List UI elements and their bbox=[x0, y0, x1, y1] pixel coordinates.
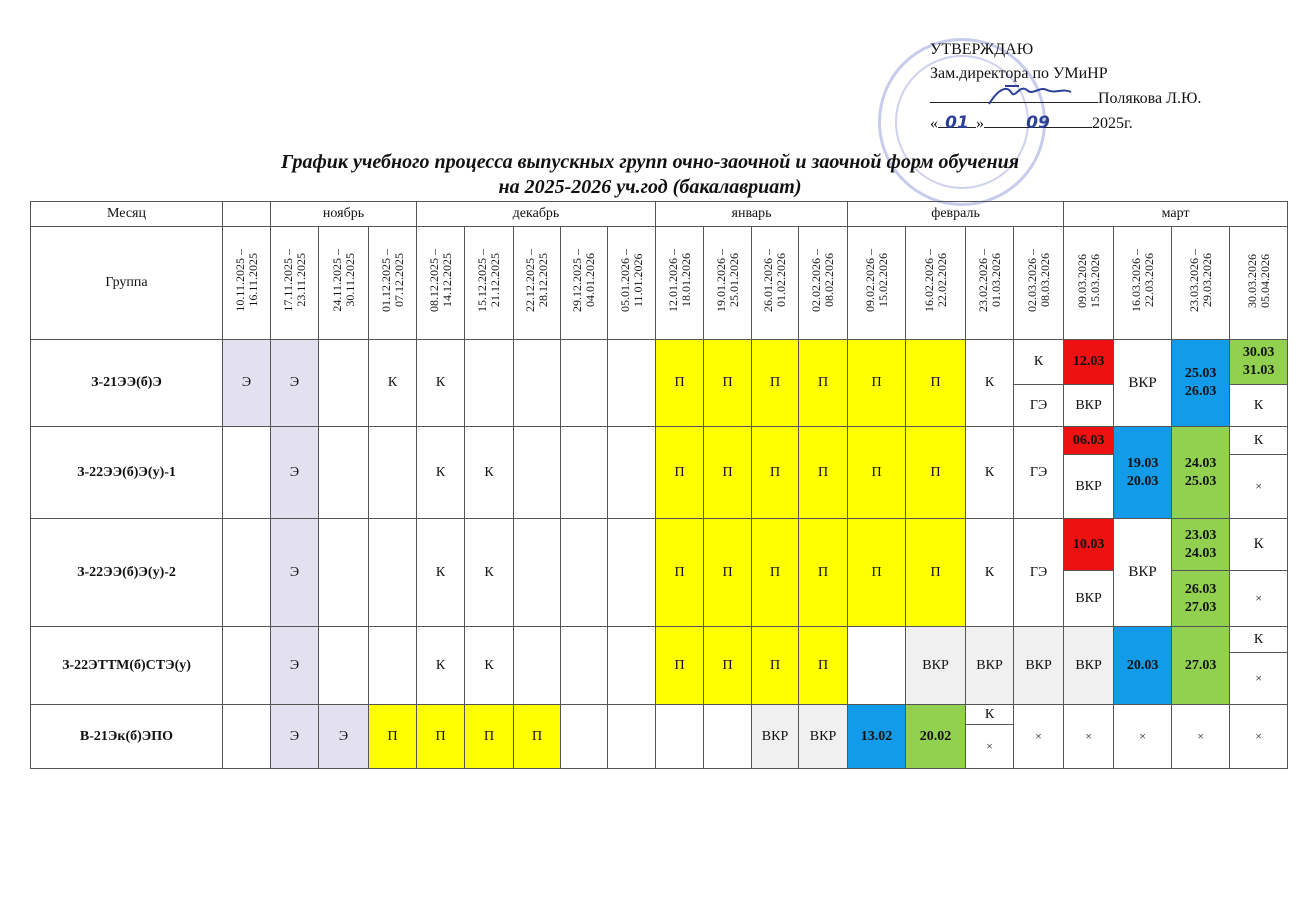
schedule-cell: П bbox=[848, 340, 906, 427]
month-row bbox=[31, 202, 1288, 227]
table-row bbox=[31, 627, 1288, 653]
week-label: 30.03.2026 05.04.2026 bbox=[1244, 253, 1272, 308]
week-label: 16.03.2026 – 22.03.2026 bbox=[1128, 249, 1156, 312]
schedule-cell: П bbox=[752, 627, 799, 705]
schedule-cell bbox=[319, 627, 369, 705]
schedule-cell bbox=[514, 519, 561, 627]
schedule-cell: 13.02 bbox=[848, 705, 906, 769]
schedule-cell: Э bbox=[271, 427, 319, 519]
schedule-cell: 20.02 bbox=[906, 705, 966, 769]
group-name: З-22ЭЭ(б)Э(у)-2 bbox=[31, 519, 223, 627]
schedule-cell: 24.03 25.03 bbox=[1172, 427, 1230, 519]
week-label: 29.12.2025 – 04.01.2026 bbox=[570, 249, 597, 312]
group-name: З-22ЭЭ(б)Э(у)-1 bbox=[31, 427, 223, 519]
month-cell-empty bbox=[223, 202, 271, 227]
schedule-cell: К bbox=[465, 627, 514, 705]
schedule-cell: П bbox=[799, 427, 848, 519]
schedule-cell bbox=[561, 627, 608, 705]
week-label: 02.03.2026 – 08.03.2026 bbox=[1024, 249, 1052, 312]
schedule-cell: П bbox=[656, 340, 704, 427]
schedule-cell: ВКР bbox=[752, 705, 799, 769]
approval-position: Зам.директора по УМиНР bbox=[930, 65, 1108, 82]
week-header bbox=[1230, 227, 1288, 340]
week-header bbox=[704, 227, 752, 340]
month-march: март bbox=[1064, 202, 1288, 227]
week-header bbox=[966, 227, 1014, 340]
schedule-cell: П bbox=[417, 705, 465, 769]
schedule-cell: ВКР bbox=[1114, 519, 1172, 627]
group-name: З-21ЭЭ(б)Э bbox=[31, 340, 223, 427]
schedule-cell: Э bbox=[319, 705, 369, 769]
schedule-cell: К bbox=[465, 519, 514, 627]
table-row bbox=[31, 340, 1288, 385]
week-label: 05.01.2026 – 11.01.2026 bbox=[617, 249, 645, 312]
schedule-cell: П bbox=[799, 340, 848, 427]
schedule-cell: К bbox=[1230, 519, 1288, 571]
schedule-cell: П bbox=[799, 627, 848, 705]
schedule-cell bbox=[369, 627, 417, 705]
week-header bbox=[1064, 227, 1114, 340]
schedule-cell: × bbox=[1172, 705, 1230, 769]
schedule-cell bbox=[223, 705, 271, 769]
schedule-cell: × bbox=[1230, 571, 1288, 627]
week-row bbox=[31, 227, 1288, 340]
schedule-cell: ВКР bbox=[1064, 385, 1114, 427]
schedule-cell: П bbox=[752, 427, 799, 519]
schedule-cell: Э bbox=[223, 340, 271, 427]
schedule-cell: П bbox=[848, 427, 906, 519]
week-label: 23.03.2026 – 29.03.2026 bbox=[1186, 249, 1214, 312]
schedule-cell: К bbox=[966, 340, 1014, 427]
schedule-cell bbox=[561, 340, 608, 427]
schedule-cell: П bbox=[704, 427, 752, 519]
schedule-cell: П bbox=[799, 519, 848, 627]
schedule-cell: П bbox=[465, 705, 514, 769]
week-header bbox=[906, 227, 966, 340]
month-label: Месяц bbox=[31, 202, 223, 227]
week-header bbox=[848, 227, 906, 340]
schedule-cell: К bbox=[465, 427, 514, 519]
schedule-cell bbox=[514, 340, 561, 427]
week-label: 23.02.2026 – 01.03.2026 bbox=[975, 249, 1003, 312]
week-label: 17.11.2025 – 23.11.2025 bbox=[280, 249, 308, 312]
schedule-cell: К bbox=[966, 705, 1014, 725]
schedule-cell: ВКР bbox=[1064, 571, 1114, 627]
schedule-cell: 26.03 27.03 bbox=[1172, 571, 1230, 627]
schedule-cell bbox=[465, 340, 514, 427]
schedule-cell: П bbox=[906, 519, 966, 627]
schedule-cell bbox=[608, 627, 656, 705]
schedule-cell: П bbox=[752, 519, 799, 627]
week-header bbox=[514, 227, 561, 340]
schedule-cell bbox=[319, 340, 369, 427]
schedule-cell: П bbox=[704, 519, 752, 627]
approval-signer: Полякова Л.Ю. bbox=[1098, 90, 1202, 107]
table-row bbox=[31, 427, 1288, 455]
schedule-cell: П bbox=[656, 627, 704, 705]
date-close-quote: » bbox=[976, 115, 984, 132]
week-header bbox=[561, 227, 608, 340]
signature-icon bbox=[985, 82, 1075, 112]
week-label: 09.02.2026 – 15.02.2026 bbox=[862, 249, 890, 312]
date-day: 01 bbox=[938, 111, 976, 128]
schedule-cell bbox=[561, 519, 608, 627]
schedule-cell: 27.03 bbox=[1172, 627, 1230, 705]
schedule-cell: × bbox=[1230, 705, 1288, 769]
schedule-cell: К bbox=[966, 427, 1014, 519]
schedule-table bbox=[30, 201, 1288, 769]
week-header bbox=[223, 227, 271, 340]
date-month: 09 bbox=[984, 111, 1092, 128]
week-label: 08.12.2025 – 14.12.2025 bbox=[426, 249, 454, 312]
week-header bbox=[465, 227, 514, 340]
schedule-cell: ВКР bbox=[1014, 627, 1064, 705]
schedule-cell: ВКР bbox=[1114, 340, 1172, 427]
schedule-cell: ВКР bbox=[799, 705, 848, 769]
schedule-cell bbox=[561, 427, 608, 519]
week-label: 10.11.2025 – 16.11.2025 bbox=[232, 249, 260, 312]
schedule-cell: × bbox=[1064, 705, 1114, 769]
schedule-cell: К bbox=[417, 627, 465, 705]
schedule-cell: П bbox=[656, 427, 704, 519]
schedule-cell bbox=[848, 627, 906, 705]
month-january: январь bbox=[656, 202, 848, 227]
schedule-cell: П bbox=[656, 519, 704, 627]
date-year: 2025г. bbox=[1092, 115, 1133, 132]
week-header bbox=[799, 227, 848, 340]
schedule-cell bbox=[223, 427, 271, 519]
week-header bbox=[271, 227, 319, 340]
month-december: декабрь bbox=[417, 202, 656, 227]
schedule-cell: 12.03 bbox=[1064, 340, 1114, 385]
month-november: ноябрь bbox=[271, 202, 417, 227]
schedule-cell bbox=[319, 519, 369, 627]
week-header bbox=[608, 227, 656, 340]
schedule-cell: К bbox=[1230, 385, 1288, 427]
schedule-cell: 23.03 24.03 bbox=[1172, 519, 1230, 571]
schedule-cell: 20.03 bbox=[1114, 627, 1172, 705]
schedule-cell: 19.03 20.03 bbox=[1114, 427, 1172, 519]
week-header bbox=[656, 227, 704, 340]
week-header bbox=[1114, 227, 1172, 340]
week-header bbox=[752, 227, 799, 340]
week-header bbox=[1014, 227, 1064, 340]
schedule-cell: ГЭ bbox=[1014, 385, 1064, 427]
approval-date-line bbox=[930, 111, 1201, 136]
schedule-cell: К bbox=[369, 340, 417, 427]
schedule-cell: 30.03 31.03 bbox=[1230, 340, 1288, 385]
group-name: В-21Эк(б)ЭПО bbox=[31, 705, 223, 769]
schedule-cell: ВКР bbox=[1064, 455, 1114, 519]
week-label: 19.01.2026 – 25.01.2026 bbox=[713, 249, 741, 312]
schedule-cell: К bbox=[1014, 340, 1064, 385]
week-label: 16.02.2026 – 22.02.2026 bbox=[921, 249, 949, 312]
schedule-cell: К bbox=[417, 427, 465, 519]
schedule-cell: П bbox=[848, 519, 906, 627]
schedule-cell: П bbox=[704, 627, 752, 705]
week-label: 09.03.2026 15.03.2026 bbox=[1074, 253, 1102, 308]
group-label: Группа bbox=[31, 227, 223, 340]
schedule-cell: К bbox=[417, 340, 465, 427]
schedule-cell bbox=[608, 705, 656, 769]
month-february: февраль bbox=[848, 202, 1064, 227]
schedule-cell: × bbox=[1014, 705, 1064, 769]
week-label: 22.12.2025 – 28.12.2025 bbox=[523, 249, 550, 312]
schedule-cell: П bbox=[752, 340, 799, 427]
schedule-cell: ВКР bbox=[966, 627, 1014, 705]
schedule-cell: Э bbox=[271, 340, 319, 427]
week-label: 02.02.2026 – 08.02.2026 bbox=[809, 249, 837, 312]
schedule-cell bbox=[514, 427, 561, 519]
schedule-cell bbox=[223, 627, 271, 705]
week-label: 01.12.2025 – 07.12.2025 bbox=[378, 249, 406, 312]
group-name: З-22ЭТТМ(б)СТЭ(у) bbox=[31, 627, 223, 705]
schedule-cell: Э bbox=[271, 627, 319, 705]
week-header bbox=[1172, 227, 1230, 340]
schedule-cell bbox=[561, 705, 608, 769]
schedule-cell: К bbox=[966, 519, 1014, 627]
week-header bbox=[319, 227, 369, 340]
schedule-cell: × bbox=[1230, 455, 1288, 519]
schedule-cell bbox=[608, 427, 656, 519]
schedule-cell: П bbox=[906, 427, 966, 519]
schedule-cell bbox=[514, 627, 561, 705]
date-open-quote: « bbox=[930, 115, 938, 132]
schedule-cell: 10.03 bbox=[1064, 519, 1114, 571]
document-subtitle: на 2025-2026 уч.год (бакалавриат) bbox=[498, 176, 802, 198]
schedule-cell bbox=[319, 427, 369, 519]
approval-heading: УТВЕРЖДАЮ bbox=[930, 41, 1034, 58]
week-label: 26.01.2026 – 01.02.2026 bbox=[761, 249, 788, 312]
schedule-cell: П bbox=[906, 340, 966, 427]
week-label: 24.11.2025 – 30.11.2025 bbox=[329, 249, 357, 312]
schedule-cell: К bbox=[1230, 627, 1288, 653]
week-label: 15.12.2025 – 21.12.2025 bbox=[475, 249, 502, 312]
schedule-cell bbox=[223, 519, 271, 627]
schedule-cell: Э bbox=[271, 705, 319, 769]
schedule-cell bbox=[656, 705, 704, 769]
document-title: График учебного процесса выпускных групп очно-заочной и заочной форм обучения bbox=[280, 151, 1020, 173]
week-label: 12.01.2026 – 18.01.2026 bbox=[665, 249, 693, 312]
schedule-cell: П bbox=[369, 705, 417, 769]
schedule-cell: ГЭ bbox=[1014, 427, 1064, 519]
schedule-cell: К bbox=[417, 519, 465, 627]
schedule-cell: П bbox=[514, 705, 561, 769]
schedule-cell: × bbox=[1230, 653, 1288, 705]
schedule-cell bbox=[369, 427, 417, 519]
schedule-cell: × bbox=[1114, 705, 1172, 769]
schedule-cell: Э bbox=[271, 519, 319, 627]
schedule-cell: 25.03 26.03 bbox=[1172, 340, 1230, 427]
schedule-cell: К bbox=[1230, 427, 1288, 455]
schedule-cell: × bbox=[966, 725, 1014, 769]
table-row bbox=[31, 519, 1288, 571]
schedule-cell: П bbox=[704, 340, 752, 427]
week-header bbox=[417, 227, 465, 340]
table-row bbox=[31, 705, 1288, 725]
schedule-cell bbox=[369, 519, 417, 627]
schedule-cell: ВКР bbox=[1064, 627, 1114, 705]
schedule-cell bbox=[608, 340, 656, 427]
week-header bbox=[369, 227, 417, 340]
schedule-cell: ВКР bbox=[906, 627, 966, 705]
schedule-cell bbox=[608, 519, 656, 627]
schedule-cell: 06.03 bbox=[1064, 427, 1114, 455]
schedule-cell: ГЭ bbox=[1014, 519, 1064, 627]
schedule-cell bbox=[704, 705, 752, 769]
